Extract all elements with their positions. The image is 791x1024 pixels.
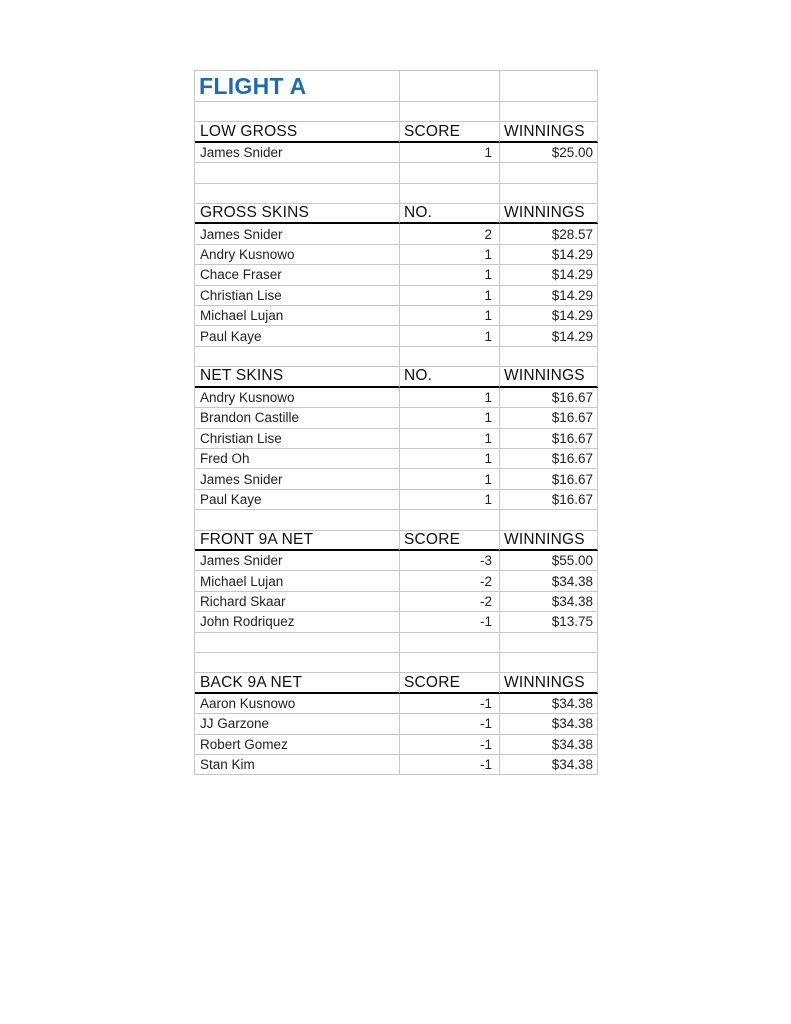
winnings-value: $14.29 — [500, 286, 598, 306]
empty-cell — [195, 102, 400, 122]
section-header-low-gross — [195, 122, 598, 142]
table-row — [195, 408, 598, 428]
player-name: Michael Lujan — [195, 571, 400, 591]
section-header-back-9a-net — [195, 673, 598, 693]
section-header-label: LOW GROSS — [195, 122, 400, 142]
empty-cell — [195, 510, 400, 530]
player-name: James Snider — [195, 143, 400, 163]
winnings-value: $16.67 — [500, 429, 598, 449]
score-value: -1 — [400, 714, 500, 734]
player-name: Christian Lise — [195, 429, 400, 449]
blank-row — [195, 653, 598, 673]
score-value: 1 — [400, 326, 500, 346]
winnings-value: $34.38 — [500, 735, 598, 755]
winnings-value: $16.67 — [500, 490, 598, 510]
score-value: -1 — [400, 735, 500, 755]
winnings-value: $16.67 — [500, 388, 598, 408]
table-row — [195, 571, 598, 591]
flight-a-results-table — [194, 70, 598, 775]
player-name: Aaron Kusnowo — [195, 694, 400, 714]
player-name: James Snider — [195, 224, 400, 244]
section-header-gross-skins — [195, 204, 598, 224]
empty-cell — [400, 163, 500, 183]
player-name: James Snider — [195, 551, 400, 571]
player-name: Chace Fraser — [195, 265, 400, 285]
winnings-value: $34.38 — [500, 592, 598, 612]
section-header-col3: WINNINGS — [500, 673, 598, 693]
winnings-value: $13.75 — [500, 612, 598, 632]
table-row — [195, 714, 598, 734]
empty-cell — [500, 633, 598, 653]
empty-cell — [195, 347, 400, 367]
winnings-value: $14.29 — [500, 326, 598, 346]
table-row — [195, 449, 598, 469]
blank-row — [195, 163, 598, 183]
player-name: Paul Kaye — [195, 326, 400, 346]
table-row — [195, 612, 598, 632]
table-row — [195, 551, 598, 571]
table-row — [195, 429, 598, 449]
winnings-value: $28.57 — [500, 224, 598, 244]
player-name: James Snider — [195, 469, 400, 489]
table-row — [195, 265, 598, 285]
section-header-col3: WINNINGS — [500, 204, 598, 224]
empty-cell — [500, 102, 598, 122]
table-row — [195, 286, 598, 306]
score-value: 1 — [400, 469, 500, 489]
score-value: -2 — [400, 571, 500, 591]
section-header-col3: WINNINGS — [500, 531, 598, 551]
score-value: -2 — [400, 592, 500, 612]
section-header-col3: WINNINGS — [500, 122, 598, 142]
empty-cell — [400, 184, 500, 204]
winnings-value: $14.29 — [500, 245, 598, 265]
blank-row — [195, 510, 598, 530]
empty-cell — [195, 633, 400, 653]
empty-cell — [500, 510, 598, 530]
table-row — [195, 755, 598, 775]
winnings-value: $55.00 — [500, 551, 598, 571]
score-value: 1 — [400, 490, 500, 510]
table-row — [195, 694, 598, 714]
table-row — [195, 143, 598, 163]
winnings-value: $34.38 — [500, 714, 598, 734]
table-row — [195, 469, 598, 489]
section-header-col2: NO. — [400, 204, 500, 224]
empty-cell — [400, 347, 500, 367]
section-header-col2: SCORE — [400, 122, 500, 142]
empty-cell — [500, 163, 598, 183]
score-value: 1 — [400, 388, 500, 408]
table-row — [195, 735, 598, 755]
empty-cell — [500, 71, 598, 102]
section-header-net-skins — [195, 367, 598, 387]
flight-title: FLIGHT A — [195, 71, 400, 102]
player-name: Robert Gomez — [195, 735, 400, 755]
player-name: Richard Skaar — [195, 592, 400, 612]
winnings-value: $34.38 — [500, 755, 598, 775]
table-row — [195, 245, 598, 265]
player-name: Brandon Castille — [195, 408, 400, 428]
score-value: -1 — [400, 694, 500, 714]
empty-cell — [400, 653, 500, 673]
player-name: JJ Garzone — [195, 714, 400, 734]
empty-cell — [400, 71, 500, 102]
table-row — [195, 388, 598, 408]
winnings-value: $16.67 — [500, 449, 598, 469]
empty-cell — [195, 163, 400, 183]
empty-cell — [500, 184, 598, 204]
section-header-col2: SCORE — [400, 673, 500, 693]
section-header-col2: NO. — [400, 367, 500, 387]
empty-cell — [400, 510, 500, 530]
score-value: 2 — [400, 224, 500, 244]
winnings-value: $16.67 — [500, 469, 598, 489]
section-header-label: GROSS SKINS — [195, 204, 400, 224]
score-value: 1 — [400, 143, 500, 163]
winnings-value: $16.67 — [500, 408, 598, 428]
score-value: 1 — [400, 449, 500, 469]
table-row — [195, 592, 598, 612]
section-header-label: NET SKINS — [195, 367, 400, 387]
empty-cell — [195, 184, 400, 204]
table-row — [195, 326, 598, 346]
blank-row — [195, 347, 598, 367]
table-row — [195, 490, 598, 510]
table-row — [195, 306, 598, 326]
score-value: 1 — [400, 265, 500, 285]
blank-row — [195, 102, 598, 122]
player-name: John Rodriquez — [195, 612, 400, 632]
player-name: Andry Kusnowo — [195, 388, 400, 408]
empty-cell — [500, 653, 598, 673]
player-name: Paul Kaye — [195, 490, 400, 510]
score-value: 1 — [400, 408, 500, 428]
empty-cell — [195, 653, 400, 673]
score-value: 1 — [400, 286, 500, 306]
player-name: Fred Oh — [195, 449, 400, 469]
title-row — [195, 71, 598, 102]
score-value: 1 — [400, 245, 500, 265]
winnings-value: $34.38 — [500, 571, 598, 591]
blank-row — [195, 184, 598, 204]
score-value: 1 — [400, 306, 500, 326]
table-row — [195, 224, 598, 244]
section-header-col3: WINNINGS — [500, 367, 598, 387]
player-name: Christian Lise — [195, 286, 400, 306]
winnings-value: $14.29 — [500, 265, 598, 285]
score-value: -1 — [400, 612, 500, 632]
empty-cell — [400, 633, 500, 653]
empty-cell — [400, 102, 500, 122]
section-header-col2: SCORE — [400, 531, 500, 551]
winnings-value: $34.38 — [500, 694, 598, 714]
winnings-value: $25.00 — [500, 143, 598, 163]
section-header-front-9a-net — [195, 531, 598, 551]
section-header-label: BACK 9A NET — [195, 673, 400, 693]
player-name: Andry Kusnowo — [195, 245, 400, 265]
score-value: 1 — [400, 429, 500, 449]
score-value: -1 — [400, 755, 500, 775]
winnings-value: $14.29 — [500, 306, 598, 326]
section-header-label: FRONT 9A NET — [195, 531, 400, 551]
player-name: Michael Lujan — [195, 306, 400, 326]
empty-cell — [500, 347, 598, 367]
player-name: Stan Kim — [195, 755, 400, 775]
blank-row — [195, 633, 598, 653]
score-value: -3 — [400, 551, 500, 571]
